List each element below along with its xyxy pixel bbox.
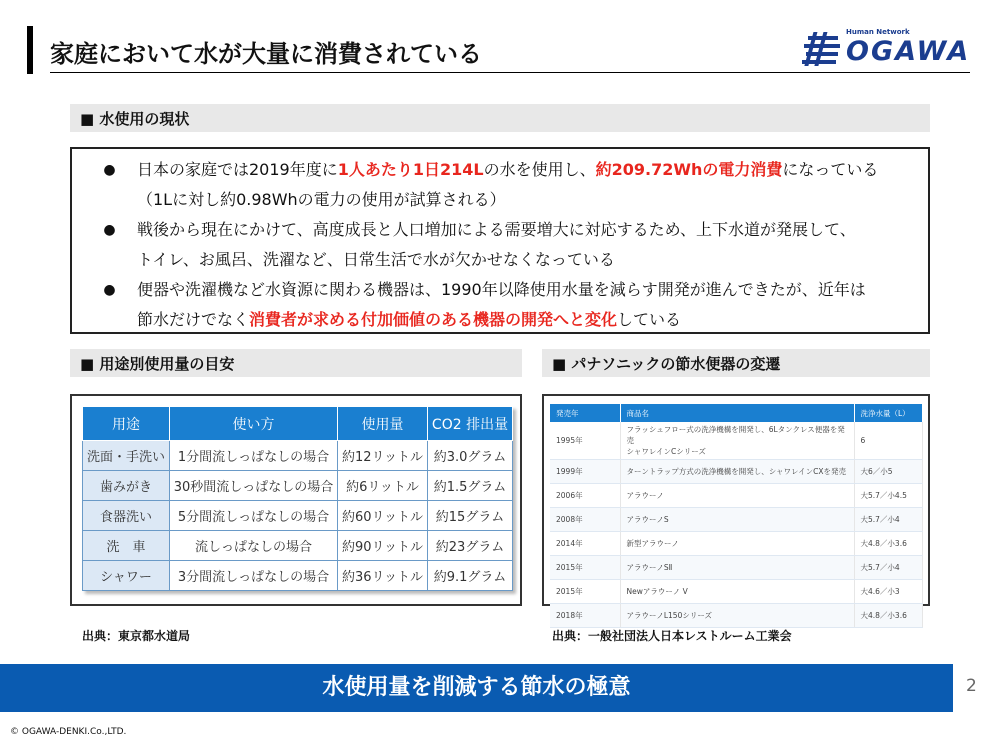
table-cell: 5分間流しっぱなしの場合 [170, 501, 338, 531]
table-cell: 流しっぱなしの場合 [170, 531, 338, 561]
bullet-line [82, 275, 918, 305]
bullet-text-segment: している [617, 310, 682, 329]
table-row [83, 501, 513, 531]
bullet-text [137, 215, 918, 245]
table-cell: 新型アラウーノ [620, 532, 854, 556]
usage-table-frame [70, 394, 522, 606]
table-row [550, 556, 922, 580]
title-accent-bar [27, 26, 33, 74]
table-cell: 1分間流しっぱなしの場合 [170, 441, 338, 471]
page-title: 家庭において水が大量に消費されている [50, 40, 482, 68]
highlight-text: 消費者が求める付加価値のある機器の開発へと変化 [249, 310, 618, 329]
table-cell: 約90リットル [338, 531, 428, 561]
table-cell: 洗 車 [83, 531, 170, 561]
bullet-line [82, 155, 918, 185]
highlight-text: 1人あたり1日214L [337, 160, 484, 179]
bullet-box [70, 147, 930, 334]
table-cell: 約36リットル [338, 561, 428, 591]
bullet-text-segment: の水を使用し、 [483, 160, 596, 179]
table-cell: シャワー [83, 561, 170, 591]
section-heading-current-state: ■ 水使用の現状 [70, 104, 930, 132]
table-row [83, 561, 513, 591]
bullet-dot-icon: ● [103, 222, 116, 238]
table-cell: 3分間流しっぱなしの場合 [170, 561, 338, 591]
page-number: 2 [966, 676, 977, 696]
table-header-cell: 使用量 [338, 407, 428, 441]
table-cell: 大5.7／小4 [854, 556, 922, 580]
table-cell: 2015年 [550, 556, 620, 580]
bullet-text-segment: になっている [782, 160, 879, 179]
table-cell: 30秒間流しっぱなしの場合 [170, 471, 338, 501]
table-cell: 1995年 [550, 422, 620, 460]
table-cell: 大4.8／小3.6 [854, 532, 922, 556]
logo-tagline: Human Network [846, 28, 910, 36]
table-cell: 約15グラム [428, 501, 513, 531]
table-cell: 大4.8／小3.6 [854, 604, 922, 628]
bullet-text [137, 185, 918, 215]
table-row [83, 471, 513, 501]
highlight-text: 約209.72Whの電力消費 [595, 160, 783, 179]
table-cell: 歯みがき [83, 471, 170, 501]
table-row [550, 532, 922, 556]
table-cell: 2015年 [550, 580, 620, 604]
bullet-line [82, 185, 918, 215]
bullet-line [82, 305, 918, 335]
bullet-dot-icon [82, 245, 137, 275]
bullet-text-segment: トイレ、お風呂、洗濯など、日常生活で水が欠かせなくなっている [137, 250, 615, 269]
table-cell: 大5.7／小4.5 [854, 484, 922, 508]
table-header-cell: 洗浄水量（L） [854, 404, 922, 422]
bullet-dot-icon: ● [103, 162, 116, 178]
table-cell: ターントラップ方式の洗浄機構を開発し、シャワレインCXを発売 [620, 460, 854, 484]
bullet-text-segment: （1Lに対し約0.98Whの電力の使用が試算される） [137, 190, 506, 209]
table-cell: 約1.5グラム [428, 471, 513, 501]
table-cell: Newアラウーノ V [620, 580, 854, 604]
toilet-history-frame [542, 394, 930, 620]
table-cell: 6 [854, 422, 922, 460]
title-underline [50, 72, 970, 73]
toilet-history-table [550, 404, 923, 628]
table-header-cell: 使い方 [170, 407, 338, 441]
table-row [83, 531, 513, 561]
table-cell: 2008年 [550, 508, 620, 532]
table-row [550, 422, 922, 460]
logo-wordmark: OGAWA [846, 36, 971, 67]
table-cell: 大6／小5 [854, 460, 922, 484]
bullet-dot-icon [82, 185, 137, 215]
bullet-text [137, 155, 918, 185]
table-header-cell: 発売年 [550, 404, 620, 422]
table-cell: 約3.0グラム [428, 441, 513, 471]
table-cell: 食器洗い [83, 501, 170, 531]
copyright: © OGAWA-DENKI.Co.,LTD. [10, 727, 127, 737]
table-cell: 大5.7／小4 [854, 508, 922, 532]
table-cell: 洗面・手洗い [83, 441, 170, 471]
table-row [550, 460, 922, 484]
bullet-text-segment: 戦後から現在にかけて、高度成長と人口増加による需要増大に対応するため、上下水道が発展して、 [137, 220, 856, 239]
bullet-dot-icon [82, 305, 137, 335]
bullet-line [82, 245, 918, 275]
table-cell: 2006年 [550, 484, 620, 508]
table-cell: 約9.1グラム [428, 561, 513, 591]
bullet-text-segment: 日本の家庭では2019年度に [137, 160, 338, 179]
table-cell: アラウーノS [620, 508, 854, 532]
table-cell: 約23グラム [428, 531, 513, 561]
table-cell: アラウーノL150シリーズ [620, 604, 854, 628]
table-cell: アラウーノ [620, 484, 854, 508]
table-cell: 約6リットル [338, 471, 428, 501]
table-row [550, 580, 922, 604]
table-row [550, 508, 922, 532]
table-row [550, 604, 922, 628]
table-cell: 約12リットル [338, 441, 428, 471]
source-restroom-association: 出典：一般社団法人日本レストルーム工業会 [552, 629, 792, 643]
bullet-text-segment: 節水だけでなく [137, 310, 250, 329]
table-cell: 2018年 [550, 604, 620, 628]
section-heading-usage-guide: ■ 用途別使用量の目安 [70, 349, 522, 377]
bottom-banner: 水使用量を削減する節水の極意 [0, 664, 953, 712]
bullet-text [137, 245, 918, 275]
table-cell: 2014年 [550, 532, 620, 556]
table-cell: 1999年 [550, 460, 620, 484]
bullet-dot-icon: ● [103, 282, 116, 298]
section-heading-panasonic-history: ■ パナソニックの節水便器の変遷 [542, 349, 930, 377]
table-row [550, 484, 922, 508]
table-cell: 大4.6／小3 [854, 580, 922, 604]
table-cell: フラッシュフロー式の洗浄機構を開発し、6Lタンクレス便器を発売 シャワレインCシリーズ [620, 422, 854, 460]
table-row [83, 441, 513, 471]
table-header-cell: 用途 [83, 407, 170, 441]
bullet-text [137, 275, 918, 305]
usage-table [82, 406, 513, 591]
bullet-text [137, 305, 918, 335]
source-tokyo-waterworks: 出典：東京都水道局 [82, 629, 191, 643]
bullet-line [82, 215, 918, 245]
bullet-text-segment: 便器や洗濯機など水資源に関わる機器は、1990年以降使用水量を減らす開発が進んできたが、近年は [137, 280, 866, 299]
table-cell: 約60リットル [338, 501, 428, 531]
table-header-cell: CO2 排出量 [428, 407, 513, 441]
table-cell: アラウーノSⅡ [620, 556, 854, 580]
table-header-cell: 商品名 [620, 404, 854, 422]
